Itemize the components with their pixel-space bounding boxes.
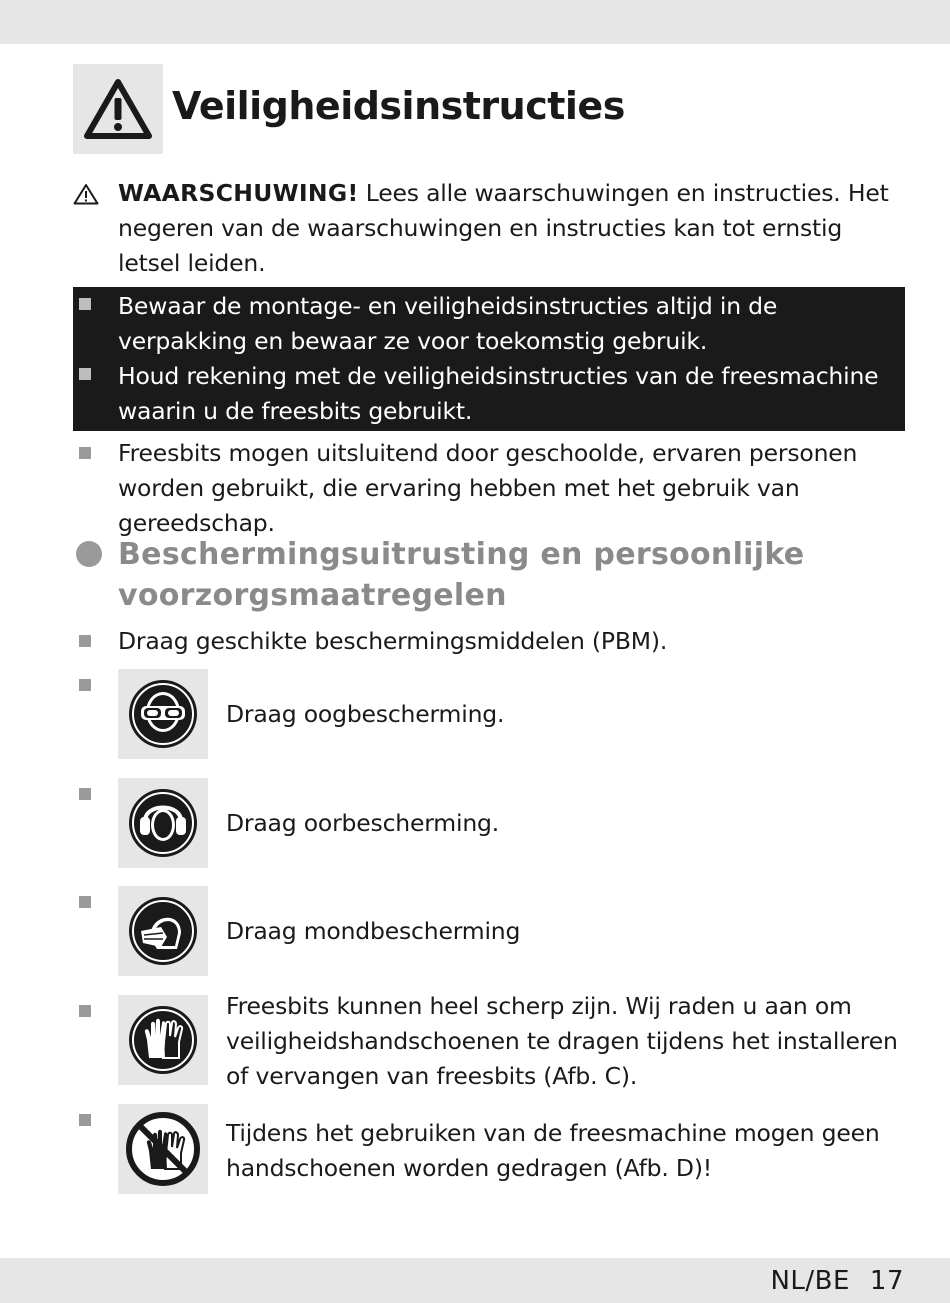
mouth-protection-icon (127, 895, 199, 967)
top-bar (0, 0, 950, 44)
warning-triangle-icon (83, 78, 153, 140)
ppe-icon-box (118, 886, 208, 976)
section-intro: Draag geschikte beschermingsmiddelen (PBM). (118, 627, 668, 655)
highlighted-instructions (73, 287, 905, 431)
ppe-icon-box (118, 995, 208, 1085)
ppe-text: Freesbits kunnen heel scherp zijn. Wij raden u aan om veiligheidshandschoenen te dragen tijdens het installeren of vervangen van freesbits (Afb. C). (226, 992, 898, 1090)
ppe-text: Tijdens het gebruiken van de freesmachine mogen geen handschoenen worden gedragen (Afb. D)! (226, 1119, 880, 1182)
bullet-square (79, 635, 91, 647)
ppe-text: Draag oorbescherming. (226, 809, 500, 837)
warning-text: Lees alle waarschuwingen en instructies. Het negeren van de waarschuwingen en instructies kan tot ernstig letsel leiden. (118, 179, 889, 277)
page-number: 17 (869, 1266, 904, 1296)
bullet-square (79, 788, 91, 800)
bullet-square (79, 896, 91, 908)
eye-protection-icon (127, 678, 199, 750)
list-item-text: Freesbits mogen uitsluitend door geschoolde, ervaren personen worden gebruikt, die ervaring hebben met het gebruik van gereedschap. (118, 439, 858, 537)
ppe-icon-box (118, 778, 208, 868)
ppe-text: Draag oogbescherming. (226, 700, 505, 728)
bullet-square (79, 298, 91, 310)
bullet-square (79, 1005, 91, 1017)
bullet-square (79, 1114, 91, 1126)
warning-small-icon (73, 183, 99, 205)
highlighted-item: Bewaar de montage- en veiligheidsinstructies altijd in de verpakking en bewaar ze voor toekomstig gebruik. (118, 292, 778, 355)
bullet-square (79, 368, 91, 380)
warning-paragraph (118, 176, 898, 281)
warning-label: WAARSCHUWING! (118, 179, 359, 207)
ppe-icon-box (118, 669, 208, 759)
highlighted-item: Houd rekening met de veiligheidsinstructies van de freesmachine waarin u de freesbits gebruikt. (118, 362, 879, 425)
page-title: Veiligheidsinstructies (172, 84, 625, 128)
no-gloves-icon (123, 1109, 203, 1189)
safety-gloves-icon (127, 1004, 199, 1076)
section-dot-icon (76, 541, 102, 567)
title-icon-box (73, 64, 163, 154)
ear-protection-icon (127, 787, 199, 859)
bullet-square (79, 679, 91, 691)
ppe-icon-box (118, 1104, 208, 1194)
section-title: Beschermingsuitrusting en persoonlijke voorzorgsmaatregelen (118, 537, 805, 613)
ppe-text: Draag mondbescherming (226, 917, 521, 945)
page-footer (770, 1266, 904, 1296)
footer-locale: NL/BE (770, 1266, 850, 1296)
bullet-square (79, 447, 91, 459)
